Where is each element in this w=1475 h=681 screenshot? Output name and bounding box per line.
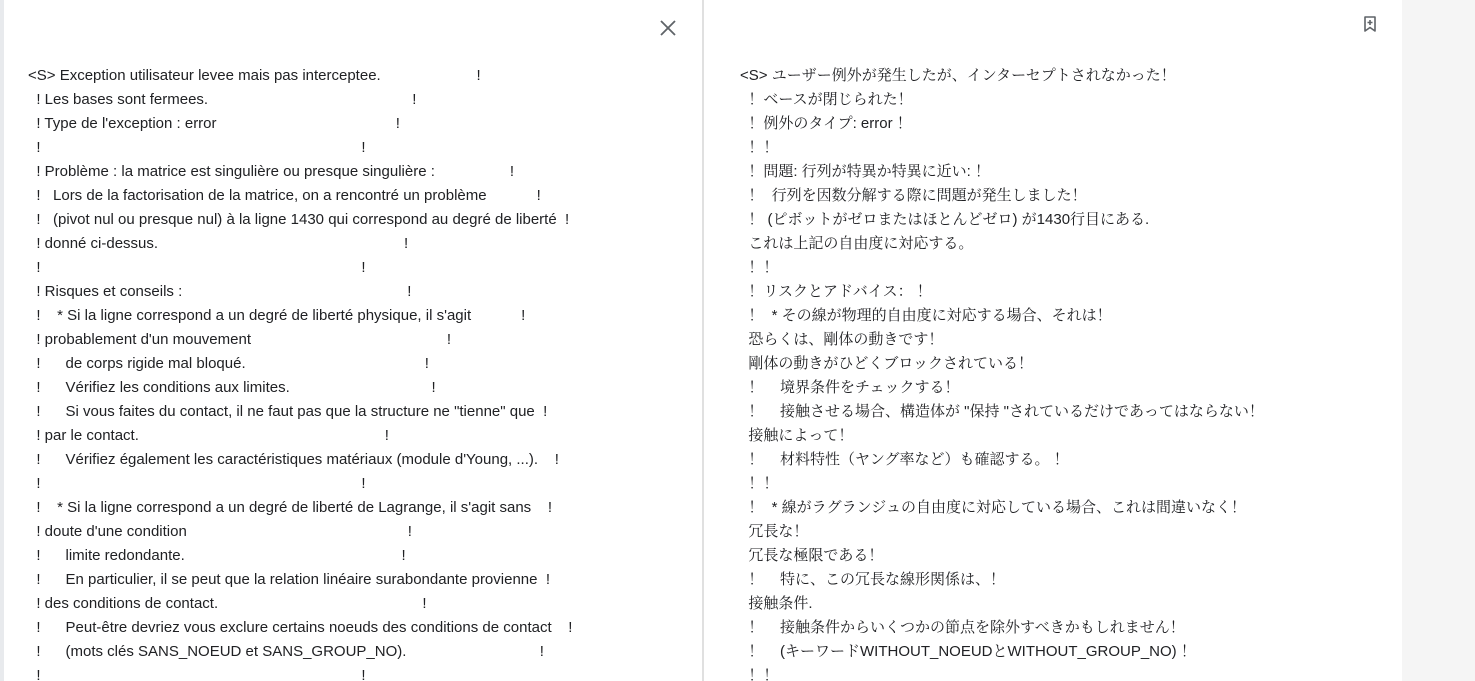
target-line: ！！ <box>740 259 779 276</box>
target-line: これは上記の自由度に対応する。 <box>740 235 974 252</box>
target-line: ！ * 線がラグランジュの自由度に対応している場合、これは間違いなく！ <box>740 499 1247 516</box>
close-icon <box>659 19 677 37</box>
target-line: ！リスクとアドバイス： ！ <box>740 283 932 300</box>
source-line: ! Les bases sont fermees. ! <box>28 91 417 108</box>
target-line: ！ * その線が物理的自由度に対応する場合、それは！ <box>740 307 1112 324</box>
source-line: ! (pivot nul ou presque nul) à la ligne 1430 qui correspond au degré de liberté ! <box>28 211 570 228</box>
target-line: 冗長な極限である！ <box>740 547 884 564</box>
target-line: ！ 接触させる場合、構造体が "保持 "されているだけであってはならない！ <box>740 403 1264 420</box>
source-line: ! par le contact. ! <box>28 427 389 444</box>
source-line: ! * Si la ligne correspond a un degré de liberté de Lagrange, il s'agit sans ! <box>28 499 553 516</box>
target-line: ！ 境界条件をチェックする！ <box>740 379 960 396</box>
target-line: ！！ <box>740 667 779 681</box>
source-line: ! Risques et conseils : ! <box>28 283 412 300</box>
source-line: ! probablement d'un mouvement ! <box>28 331 452 348</box>
save-translation-button[interactable] <box>1356 10 1384 38</box>
source-line: <S> Exception utilisateur levee mais pas interceptee. ! <box>28 67 481 84</box>
source-line: ! des conditions de contact. ! <box>28 595 427 612</box>
source-text[interactable] <box>28 64 702 681</box>
source-line: ! ! <box>28 667 366 681</box>
source-line: ! Type de l'exception : error ! <box>28 115 400 132</box>
source-line: ! En particulier, il se peut que la relation linéaire surabondante provienne ! <box>28 571 550 588</box>
target-line: ！ 材料特性（ヤング率など）も確認する。 ！ <box>740 451 1069 468</box>
source-line: ! Vérifiez également les caractéristiques matériaux (module d'Young, ...). ! <box>28 451 559 468</box>
target-line: ！ 行列を因数分解する際に問題が発生しました！ <box>740 187 1087 204</box>
source-line: ! Lors de la factorisation de la matrice, on a rencontré un problème ! <box>28 187 541 204</box>
source-line: ! ! <box>28 139 366 156</box>
bookmark-add-icon <box>1361 15 1379 33</box>
target-line: <S> ユーザー例外が発生したが、インターセプトされなかった！ <box>740 67 1176 84</box>
source-line: ! Problème : la matrice est singulière ou presque singulière : ! <box>28 163 515 180</box>
source-line: ! donné ci-dessus. ! <box>28 235 409 252</box>
target-line: 剛体の動きがひどくブロックされている！ <box>740 355 1034 372</box>
source-text-pane[interactable] <box>4 0 702 681</box>
right-gutter <box>1402 0 1475 681</box>
target-line: ！ベースが閉じられた！ <box>740 91 913 108</box>
target-line: ！ 接触条件からいくつかの節点を除外すべきかもしれません！ <box>740 619 1185 636</box>
close-button[interactable] <box>654 14 682 42</box>
target-line: ！！ <box>740 475 779 492</box>
source-line: ! * Si la ligne correspond a un degré de liberté physique, il s'agit ! <box>28 307 526 324</box>
source-line: ! limite redondante. ! <box>28 547 406 564</box>
target-line: 接触によって！ <box>740 427 854 444</box>
source-line: ! (mots clés SANS_NOEUD et SANS_GROUP_NO). ! <box>28 643 544 660</box>
target-line: ！ 特に、この冗長な線形関係は、！ <box>740 571 1006 588</box>
source-line: ! Peut-être devriez vous exclure certains noeuds des conditions de contact ! <box>28 619 573 636</box>
source-line: ! Si vous faites du contact, il ne faut pas que la structure ne "tienne" que ! <box>28 403 548 420</box>
target-line: ！問題: 行列が特異か特異に近い: ！ <box>740 163 991 180</box>
target-line: ！例外のタイプ: error ！ <box>740 115 912 132</box>
target-line: 接触条件. <box>740 595 813 612</box>
target-line: 恐らくは、剛体の動きです！ <box>740 331 944 348</box>
source-line: ! Vérifiez les conditions aux limites. ! <box>28 379 436 396</box>
translation-pane[interactable] <box>704 0 1402 681</box>
target-line: ！！ <box>740 139 779 156</box>
target-line: 冗長な！ <box>740 523 809 540</box>
translation-text <box>740 64 1402 681</box>
target-line: ！ (キーワードWITHOUT_NOEUDとWITHOUT_GROUP_NO) ！ <box>740 643 1196 660</box>
target-line: ！ (ピボットがゼロまたはほとんどゼロ) が1430行目にある. <box>740 211 1150 228</box>
source-line: ! ! <box>28 259 366 276</box>
source-line: ! de corps rigide mal bloqué. ! <box>28 355 429 372</box>
source-line: ! doute d'une condition ! <box>28 523 412 540</box>
source-line: ! ! <box>28 475 366 492</box>
